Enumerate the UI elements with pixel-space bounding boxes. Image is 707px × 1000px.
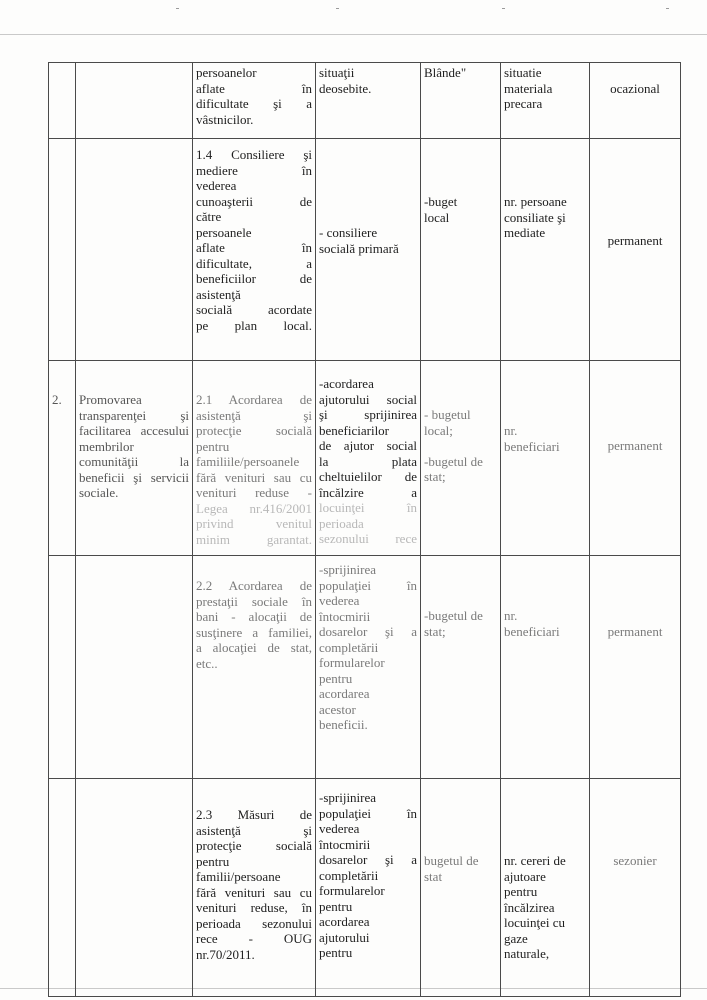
row-number-cell: [49, 779, 76, 997]
cell-line: mediate: [504, 225, 546, 240]
cell-line: situatie: [504, 65, 542, 80]
cell-line: 2.2 Acordarea de: [196, 578, 312, 593]
row-number-cell: [49, 361, 76, 556]
cell-line: asistenţă: [196, 286, 241, 302]
indicator-cell: [501, 63, 590, 139]
activity-cell: [193, 556, 316, 779]
cell-line: nr. persoane: [504, 194, 567, 209]
cell-line: stat;: [424, 469, 446, 484]
cell-line: beneficiarilor: [319, 422, 390, 438]
cell-line: familiile/persoanele: [196, 454, 300, 469]
cell-line: susţinere a familiei,: [196, 624, 312, 640]
cell-line: cheltuielilor de: [319, 469, 417, 484]
action-text: [319, 562, 417, 733]
cell-line: ajutorului: [319, 929, 370, 945]
cell-line: privind venitul: [196, 516, 312, 531]
cell-line: venituri reduse, în: [196, 900, 312, 915]
cell-line: pentru: [319, 945, 353, 960]
cell-line: membrilor: [79, 438, 134, 454]
activity-cell: [193, 361, 316, 556]
cell-line: şi sprijinirea: [319, 407, 417, 422]
table-row: [49, 779, 681, 997]
cell-line: protecţie socială: [196, 838, 312, 853]
cell-line: beneficii şi servicii: [79, 469, 189, 485]
activity-cell: [193, 139, 316, 361]
table-row: [49, 139, 681, 361]
budget-cell: [421, 779, 501, 997]
objective-cell: [76, 63, 193, 139]
cell-line: 2.1 Acordarea de: [196, 392, 312, 407]
cell-line: pentru: [319, 898, 353, 914]
cell-line: mediere în: [196, 162, 312, 178]
activity-text: [196, 65, 312, 127]
budget-text: [424, 65, 497, 81]
row-number-cell: [49, 139, 76, 361]
cell-line: cunoaşterii de: [196, 193, 312, 209]
cell-line: de ajutor social: [319, 438, 417, 453]
cell-line: bani - alocaţii de: [196, 609, 312, 624]
table-row: [49, 361, 681, 556]
indicator-cell: [501, 139, 590, 361]
indicator-text: [504, 194, 586, 241]
action-cell: [316, 361, 421, 556]
cell-line: materiala: [504, 80, 553, 96]
activity-text: [196, 578, 312, 671]
cell-line: socială acordate: [196, 302, 312, 317]
cell-line: sezonului rece: [319, 531, 417, 546]
table-body: [49, 63, 681, 997]
cell-line: formularelor: [319, 883, 385, 898]
budget-cell: [421, 139, 501, 361]
indicator-cell: [501, 361, 590, 556]
frequency-cell: [590, 63, 681, 139]
cell-line: local: [424, 209, 450, 225]
cell-line: deosebite.: [319, 80, 372, 96]
cell-line: dosarelor şi a: [319, 624, 417, 639]
cell-line: -acordarea: [319, 376, 374, 391]
cell-line: persoanelor: [196, 65, 257, 80]
cell-line: beneficiari: [504, 623, 560, 639]
cell-line: completării: [319, 867, 379, 883]
action-cell: [316, 63, 421, 139]
activity-text: [196, 807, 312, 962]
activity-text: [196, 392, 312, 547]
cell-line: -sprijinirea: [319, 790, 377, 805]
frequency-text: sezonier: [613, 853, 657, 868]
cell-line: dificultate şi a: [196, 96, 312, 111]
budget-cell: [421, 361, 501, 556]
cell-line: nr. cereri de: [504, 853, 566, 868]
cell-line: sociale.: [79, 485, 119, 500]
cell-line: aflate în: [196, 80, 312, 96]
cell-line: pentru: [504, 884, 538, 899]
cell-line: comunităţii la: [79, 454, 189, 469]
cell-line: populaţiei în: [319, 805, 417, 821]
cell-line: -buget: [424, 194, 458, 209]
cell-line: a alocaţiei de stat,: [196, 640, 312, 655]
action-cell: [316, 139, 421, 361]
cell-line: întocmirii: [319, 608, 371, 624]
cell-line: către: [196, 209, 222, 224]
cell-line: pentru: [196, 438, 230, 454]
cell-line: vederea: [319, 821, 360, 836]
cell-line: vederea: [196, 178, 237, 193]
cell-line: beneficii.: [319, 717, 368, 732]
cell-line: 1.4 Consiliere şi: [196, 147, 312, 162]
action-cell: [316, 556, 421, 779]
activity-cell: [193, 779, 316, 997]
table-row: [49, 556, 681, 779]
table-row: [49, 63, 681, 139]
cell-line: ajutorului social: [319, 391, 417, 407]
frequency-cell: [590, 361, 681, 556]
cell-line: familii/persoane: [196, 869, 281, 884]
cell-line: nr.: [504, 608, 518, 623]
cell-line: bugetul de: [424, 853, 479, 868]
cell-line: protecţie socială: [196, 423, 312, 438]
frequency-cell: [590, 779, 681, 997]
cell-line: vederea: [319, 593, 360, 608]
objective-cell: [76, 361, 193, 556]
cell-line: consiliate şi: [504, 209, 566, 225]
cell-line: 2.3 Măsuri de: [196, 807, 312, 822]
cell-line: pentru: [196, 853, 230, 869]
objective-text: [79, 392, 189, 501]
cell-line: formularelor: [319, 655, 385, 670]
cell-line: [424, 438, 497, 454]
action-text: [319, 790, 417, 961]
cell-line: locuinţei în: [319, 500, 417, 515]
cell-line: situaţii: [319, 65, 355, 80]
indicator-text: [504, 65, 586, 112]
indicator-cell: [501, 556, 590, 779]
row-number-cell: [49, 63, 76, 139]
cell-line: - consiliere: [319, 225, 378, 240]
budget-cell: [421, 63, 501, 139]
cell-line: dosarelor şi a: [319, 852, 417, 867]
budget-cell: [421, 556, 501, 779]
cell-line: populaţiei în: [319, 577, 417, 593]
frequency-text: ocazional: [610, 81, 660, 96]
cell-line: Legea nr.416/2001: [196, 500, 312, 516]
frequency-text: permanent: [607, 438, 663, 453]
row-number: 2.: [52, 392, 62, 407]
cell-line: dificultate, a: [196, 255, 312, 271]
cell-line: pentru: [319, 670, 353, 686]
cell-line: ajutoare: [504, 868, 546, 884]
cell-line: locuinţei cu: [504, 915, 566, 930]
cell-line: socială primară: [319, 240, 399, 256]
indicator-cell: [501, 779, 590, 997]
cell-line: nr.: [504, 423, 518, 438]
cell-line: stat: [424, 868, 443, 884]
cell-line: vâstnicilor.: [196, 111, 254, 127]
cell-line: minim garantat.: [196, 531, 312, 547]
cell-line: beneficiilor de: [196, 271, 312, 286]
cell-line: etc..: [196, 655, 218, 671]
cell-line: acordarea: [319, 914, 370, 929]
cell-line: acordarea: [319, 686, 370, 701]
cell-line: local;: [424, 422, 453, 438]
cell-line: asistenţă şi: [196, 407, 312, 423]
cell-line: facilitarea accesului: [79, 423, 189, 438]
activity-text: [196, 147, 312, 333]
row-number-cell: [49, 556, 76, 779]
frequency-cell: [590, 556, 681, 779]
cell-line: transparenţei şi: [79, 407, 189, 423]
cell-line: nr.70/2011.: [196, 946, 255, 962]
cell-line: întocmirii: [319, 836, 371, 852]
cell-line: Blânde": [424, 65, 467, 80]
cell-line: încălzire a: [319, 484, 417, 500]
cell-line: fără venituri sau cu: [196, 884, 312, 900]
action-text: [319, 225, 417, 256]
cell-line: la plata: [319, 453, 417, 469]
objective-cell: [76, 779, 193, 997]
objective-cell: [76, 139, 193, 361]
cell-line: fără venituri sau cu: [196, 469, 312, 485]
indicator-text: [504, 608, 586, 639]
action-text: [319, 376, 417, 547]
cell-line: stat;: [424, 623, 446, 639]
frequency-text: permanent: [607, 233, 663, 248]
cell-line: naturale,: [504, 946, 550, 961]
objective-cell: [76, 556, 193, 779]
cell-line: aflate în: [196, 240, 312, 255]
cell-line: acestor: [319, 701, 356, 717]
cell-line: beneficiari: [504, 438, 560, 454]
frequency-text: permanent: [607, 624, 663, 639]
indicator-text: [504, 853, 586, 962]
cell-line: rece - OUG: [196, 931, 312, 946]
cell-line: -bugetul de: [424, 608, 483, 623]
cell-line: prestaţii sociale în: [196, 593, 312, 609]
activity-plan-table: [48, 62, 681, 997]
budget-text: [424, 608, 497, 639]
budget-text: [424, 194, 497, 225]
cell-line: pe plan local.: [196, 317, 312, 333]
cell-line: venituri reduse -: [196, 485, 312, 500]
cell-line: Promovarea: [79, 392, 142, 407]
cell-line: perioada: [319, 515, 364, 531]
indicator-text: [504, 423, 586, 454]
action-text: [319, 65, 417, 96]
budget-text: [424, 853, 497, 884]
cell-line: încălzirea: [504, 899, 555, 915]
activity-cell: [193, 63, 316, 139]
cell-line: precara: [504, 96, 543, 111]
cell-line: persoanele: [196, 224, 252, 240]
cell-line: asistenţă şi: [196, 822, 312, 838]
frequency-cell: [590, 139, 681, 361]
cell-line: -sprijinirea: [319, 562, 377, 577]
cell-line: gaze: [504, 930, 528, 946]
cell-line: - bugetul: [424, 407, 471, 422]
action-cell: [316, 779, 421, 997]
cell-line: completării: [319, 639, 379, 655]
budget-text: [424, 407, 497, 485]
cell-line: -bugetul de: [424, 453, 483, 469]
cell-line: perioada sezonului: [196, 915, 312, 931]
